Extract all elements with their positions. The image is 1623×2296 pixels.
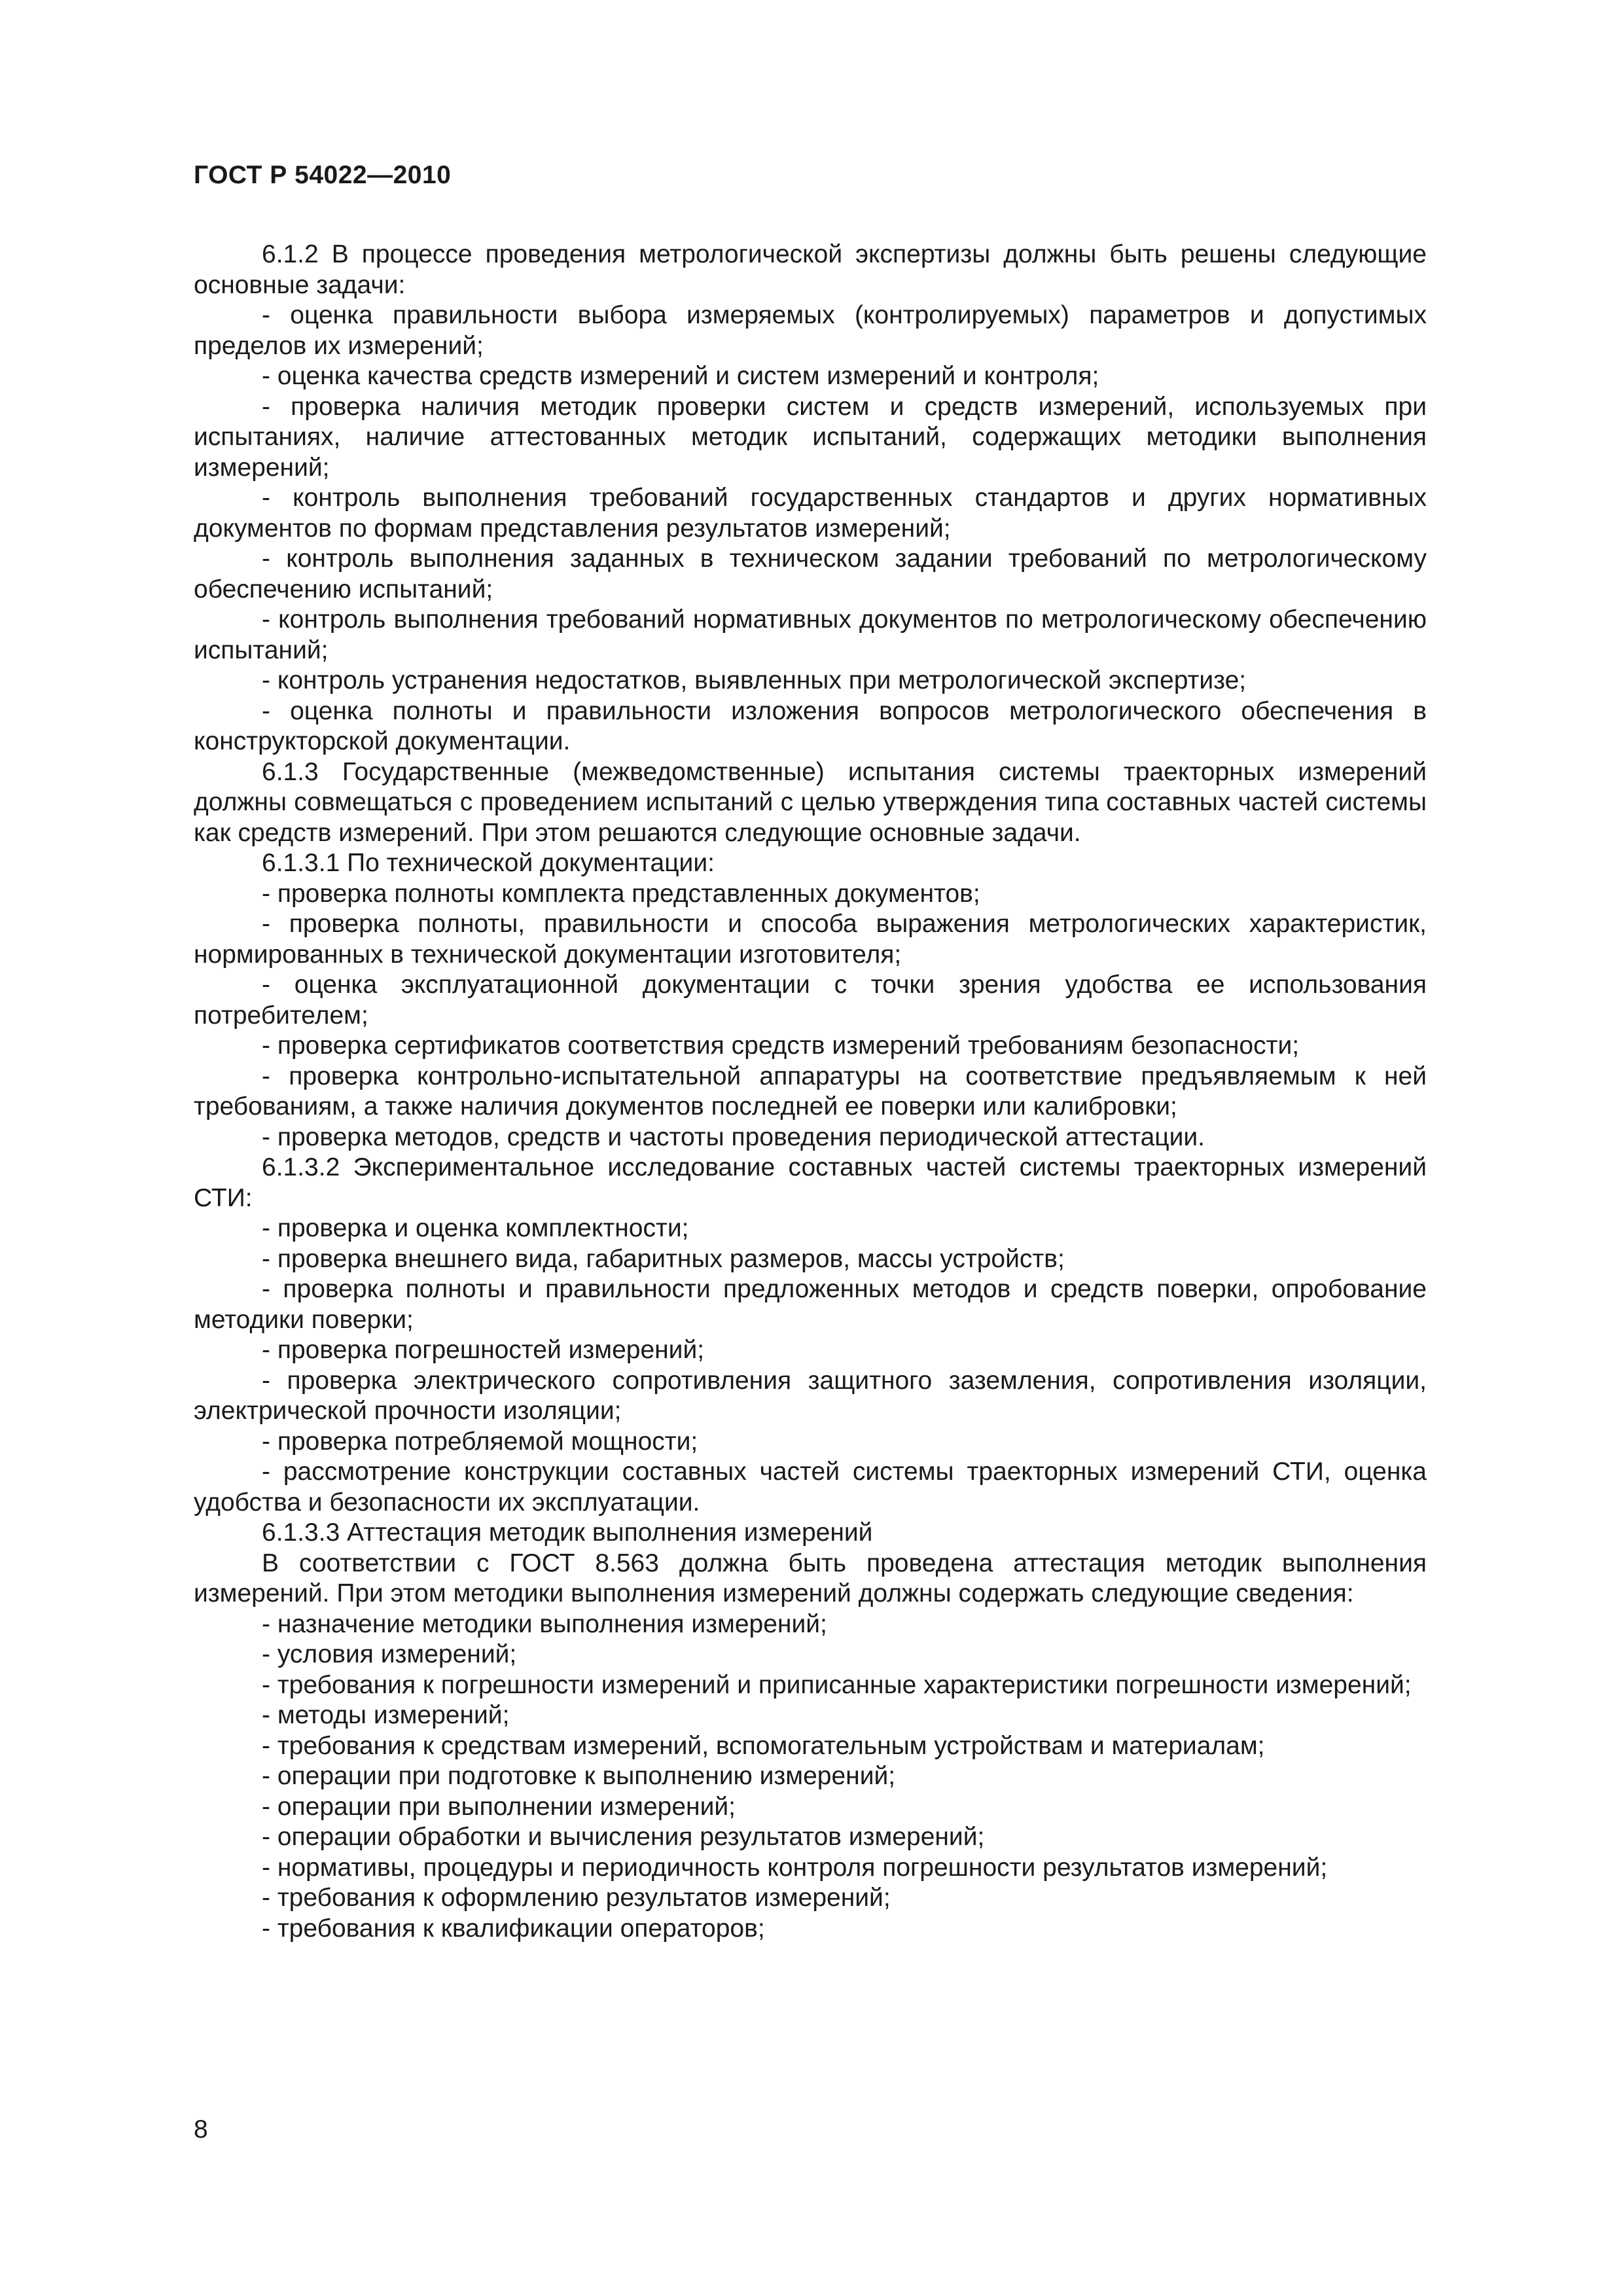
list-item: - проверка потребляемой мощности; [262, 1427, 698, 1456]
list-item: - операции при подготовке к выполнению измерений; [262, 1762, 896, 1790]
list-item: - требования к погрешности измерений и приписанные характеристики погрешности измерений; [262, 1670, 1412, 1699]
list-item: - проверка контрольно-испытательной аппаратуры на соответствие предъявляемым к ней требованиям, а также наличия документов последней ее поверки или калибровки; [194, 1062, 1427, 1121]
list-item: - оценка правильности выбора измеряемых (контролируемых) параметров и допустимых пределов их измерений; [194, 301, 1427, 360]
list-item: - условия измерений; [262, 1640, 517, 1668]
list-item: - операции при выполнении измерений; [262, 1792, 736, 1821]
list-item: - операции обработки и вычисления результатов измерений; [262, 1823, 985, 1851]
paragraph: 6.1.3.2 Экспериментальное исследование составных частей системы траекторных измерений СТИ: [194, 1153, 1427, 1212]
list-item: - рассмотрение конструкции составных частей системы траекторных измерений СТИ, оценка удобства и безопасности их эксплуатации. [194, 1458, 1427, 1516]
page-number: 8 [194, 2115, 208, 2144]
standard-header: ГОСТ Р 54022—2010 [194, 161, 452, 189]
list-item: - нормативы, процедуры и периодичность контроля погрешности результатов измерений; [262, 1853, 1328, 1882]
list-item: - проверка электрического сопротивления защитного заземления, сопротивления изоляции, электрической прочности изоляции; [194, 1366, 1427, 1425]
list-item: - контроль выполнения требований нормативных документов по метрологическому обеспечению испытаний; [194, 605, 1427, 664]
document-body [194, 240, 1427, 1944]
paragraph: 6.1.3.3 Аттестация методик выполнения измерений [262, 1518, 873, 1547]
list-item: - проверка погрешностей измерений; [262, 1336, 705, 1364]
list-item: - методы измерений; [262, 1701, 510, 1729]
list-item: - проверка методов, средств и частоты проведения периодической аттестации. [262, 1122, 1205, 1151]
list-item: - контроль выполнения требований государственных стандартов и других нормативных документов по формам представления результатов измерений; [194, 484, 1427, 543]
paragraph: 6.1.3 Государственные (межведомственные) испытания системы траекторных измерений должны совмещаться с проведением испытаний с целью утверждения типа составных частей системы как средств измерений. При этом решаются следующие основные задачи. [194, 757, 1427, 847]
list-item: - проверка внешнего вида, габаритных размеров, массы устройств; [262, 1244, 1065, 1273]
list-item: - проверка сертификатов соответствия средств измерений требованиям безопасности; [262, 1031, 1300, 1060]
list-item: - контроль выполнения заданных в техническом задании требований по метрологическому обеспечению испытаний; [194, 545, 1427, 603]
paragraph: В соответствии с ГОСТ 8.563 должна быть проведена аттестация методик выполнения измерений. При этом методики выполнения измерений должны содержать следующие сведения: [194, 1549, 1427, 1607]
list-item: - проверка полноты и правильности предложенных методов и средств поверки, опробование методики поверки; [194, 1275, 1427, 1334]
list-item: - проверка полноты комплекта представленных документов; [262, 879, 980, 908]
list-item: - проверка полноты, правильности и способа выражения метрологических характеристик, нормированных в технической документации изготовителя; [194, 910, 1427, 969]
list-item: - оценка полноты и правильности изложения вопросов метрологического обеспечения в конструкторской документации. [194, 696, 1427, 755]
list-item: - оценка эксплуатационной документации с точки зрения удобства ее использования потребителем; [194, 971, 1427, 1030]
list-item: - требования к оформлению результатов измерений; [262, 1884, 891, 1912]
list-item: - назначение методики выполнения измерений; [262, 1609, 827, 1638]
paragraph: 6.1.3.1 По технической документации: [262, 849, 715, 877]
list-item: - требования к квалификации операторов; [262, 1914, 765, 1943]
list-item: - контроль устранения недостатков, выявленных при метрологической экспертизе; [262, 666, 1247, 694]
list-item: - проверка наличия методик проверки систем и средств измерений, используемых при испытаниях, наличие аттестованных методик испытаний, содержащих методики выполнения измерений; [194, 392, 1427, 482]
paragraph: 6.1.2 В процессе проведения метрологической экспертизы должны быть решены следующие основные задачи: [194, 240, 1427, 299]
list-item: - проверка и оценка комплектности; [262, 1214, 689, 1242]
list-item: - требования к средствам измерений, вспомогательным устройствам и материалам; [262, 1731, 1265, 1760]
list-item: - оценка качества средств измерений и систем измерений и контроля; [262, 362, 1099, 390]
